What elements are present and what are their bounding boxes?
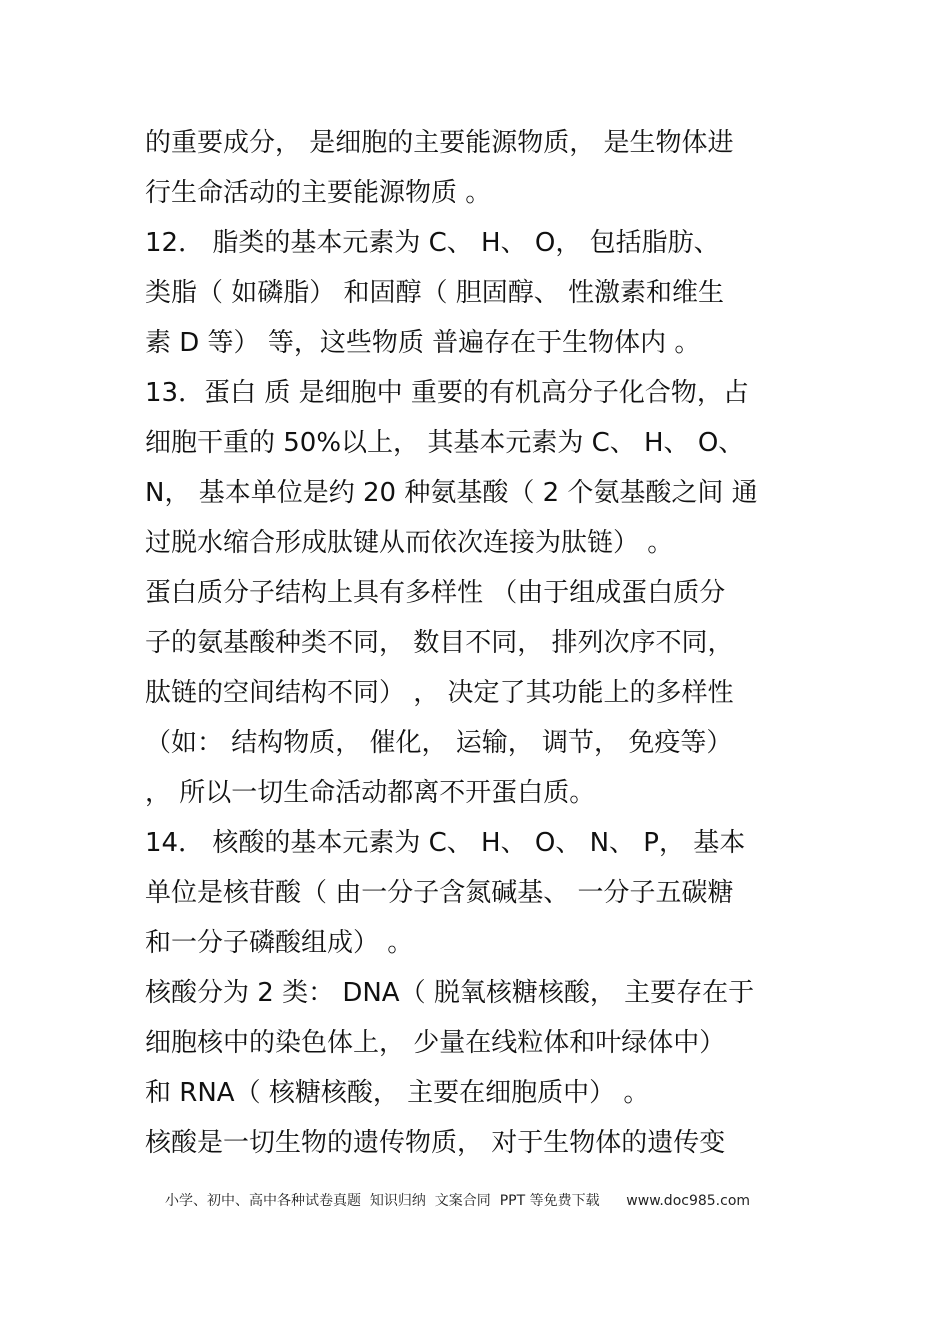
text-line: 细胞干重的 50%以上， 其基本元素为 C、 H、 O、: [145, 428, 745, 458]
text-line: 细胞核中的染色体上， 少量在线粒体和叶绿体中）: [145, 1028, 726, 1058]
text-line: （如： 结构物质， 催化， 运输， 调节， 免疫等）: [145, 728, 733, 758]
text-line: 和一分子磷酸组成） 。: [145, 928, 414, 958]
text-line: 蛋白质分子结构上具有多样性 （由于组成蛋白质分: [145, 578, 726, 608]
text-line: 核酸分为 2 类： DNA（ 脱氧核糖核酸， 主要存在于: [145, 978, 755, 1008]
text-line: 12． 脂类的基本元素为 C、 H、 O， 包括脂肪、: [145, 228, 720, 258]
page-footer: 小学、初中、高中各种试卷真题 知识归纳 文案合同 PPT 等免费下载 www.doc985.com: [165, 1193, 751, 1209]
text-line: N， 基本单位是约 20 种氨基酸（ 2 个氨基酸之间 通: [145, 478, 758, 508]
text-line: 13．蛋白 质 是细胞中 重要的有机高分子化合物，占: [145, 378, 749, 408]
text-line: 单位是核苷酸（ 由一分子含氮碱基、 一分子五碳糖: [145, 878, 734, 908]
text-line: 子的氨基酸种类不同， 数目不同， 排列次序不同，: [145, 628, 734, 658]
text-line: 肽链的空间结构不同） ， 决定了其功能上的多样性: [145, 678, 734, 708]
text-line: ， 所以一切生命活动都离不开蛋白质。: [145, 778, 596, 808]
text-line: 的重要成分， 是细胞的主要能源物质， 是生物体进: [145, 128, 734, 158]
text-line: 过脱水缩合形成肽键从而依次连接为肽链） 。: [145, 528, 674, 558]
text-line: 素 D 等） 等，这些物质 普遍存在于生物体内 。: [145, 328, 701, 358]
document-body: [145, 118, 810, 1168]
text-line: 核酸是一切生物的遗传物质， 对于生物体的遗传变: [145, 1128, 726, 1158]
text-line: 和 RNA（ 核糖核酸， 主要在细胞质中） 。: [145, 1078, 650, 1108]
text-line: 14． 核酸的基本元素为 C、 H、 O、 N、 P， 基本: [145, 828, 746, 858]
text-line: 类脂（ 如磷脂） 和固醇（ 胆固醇、 性激素和维生: [145, 278, 725, 308]
text-line: 行生命活动的主要能源物质 。: [145, 178, 492, 208]
